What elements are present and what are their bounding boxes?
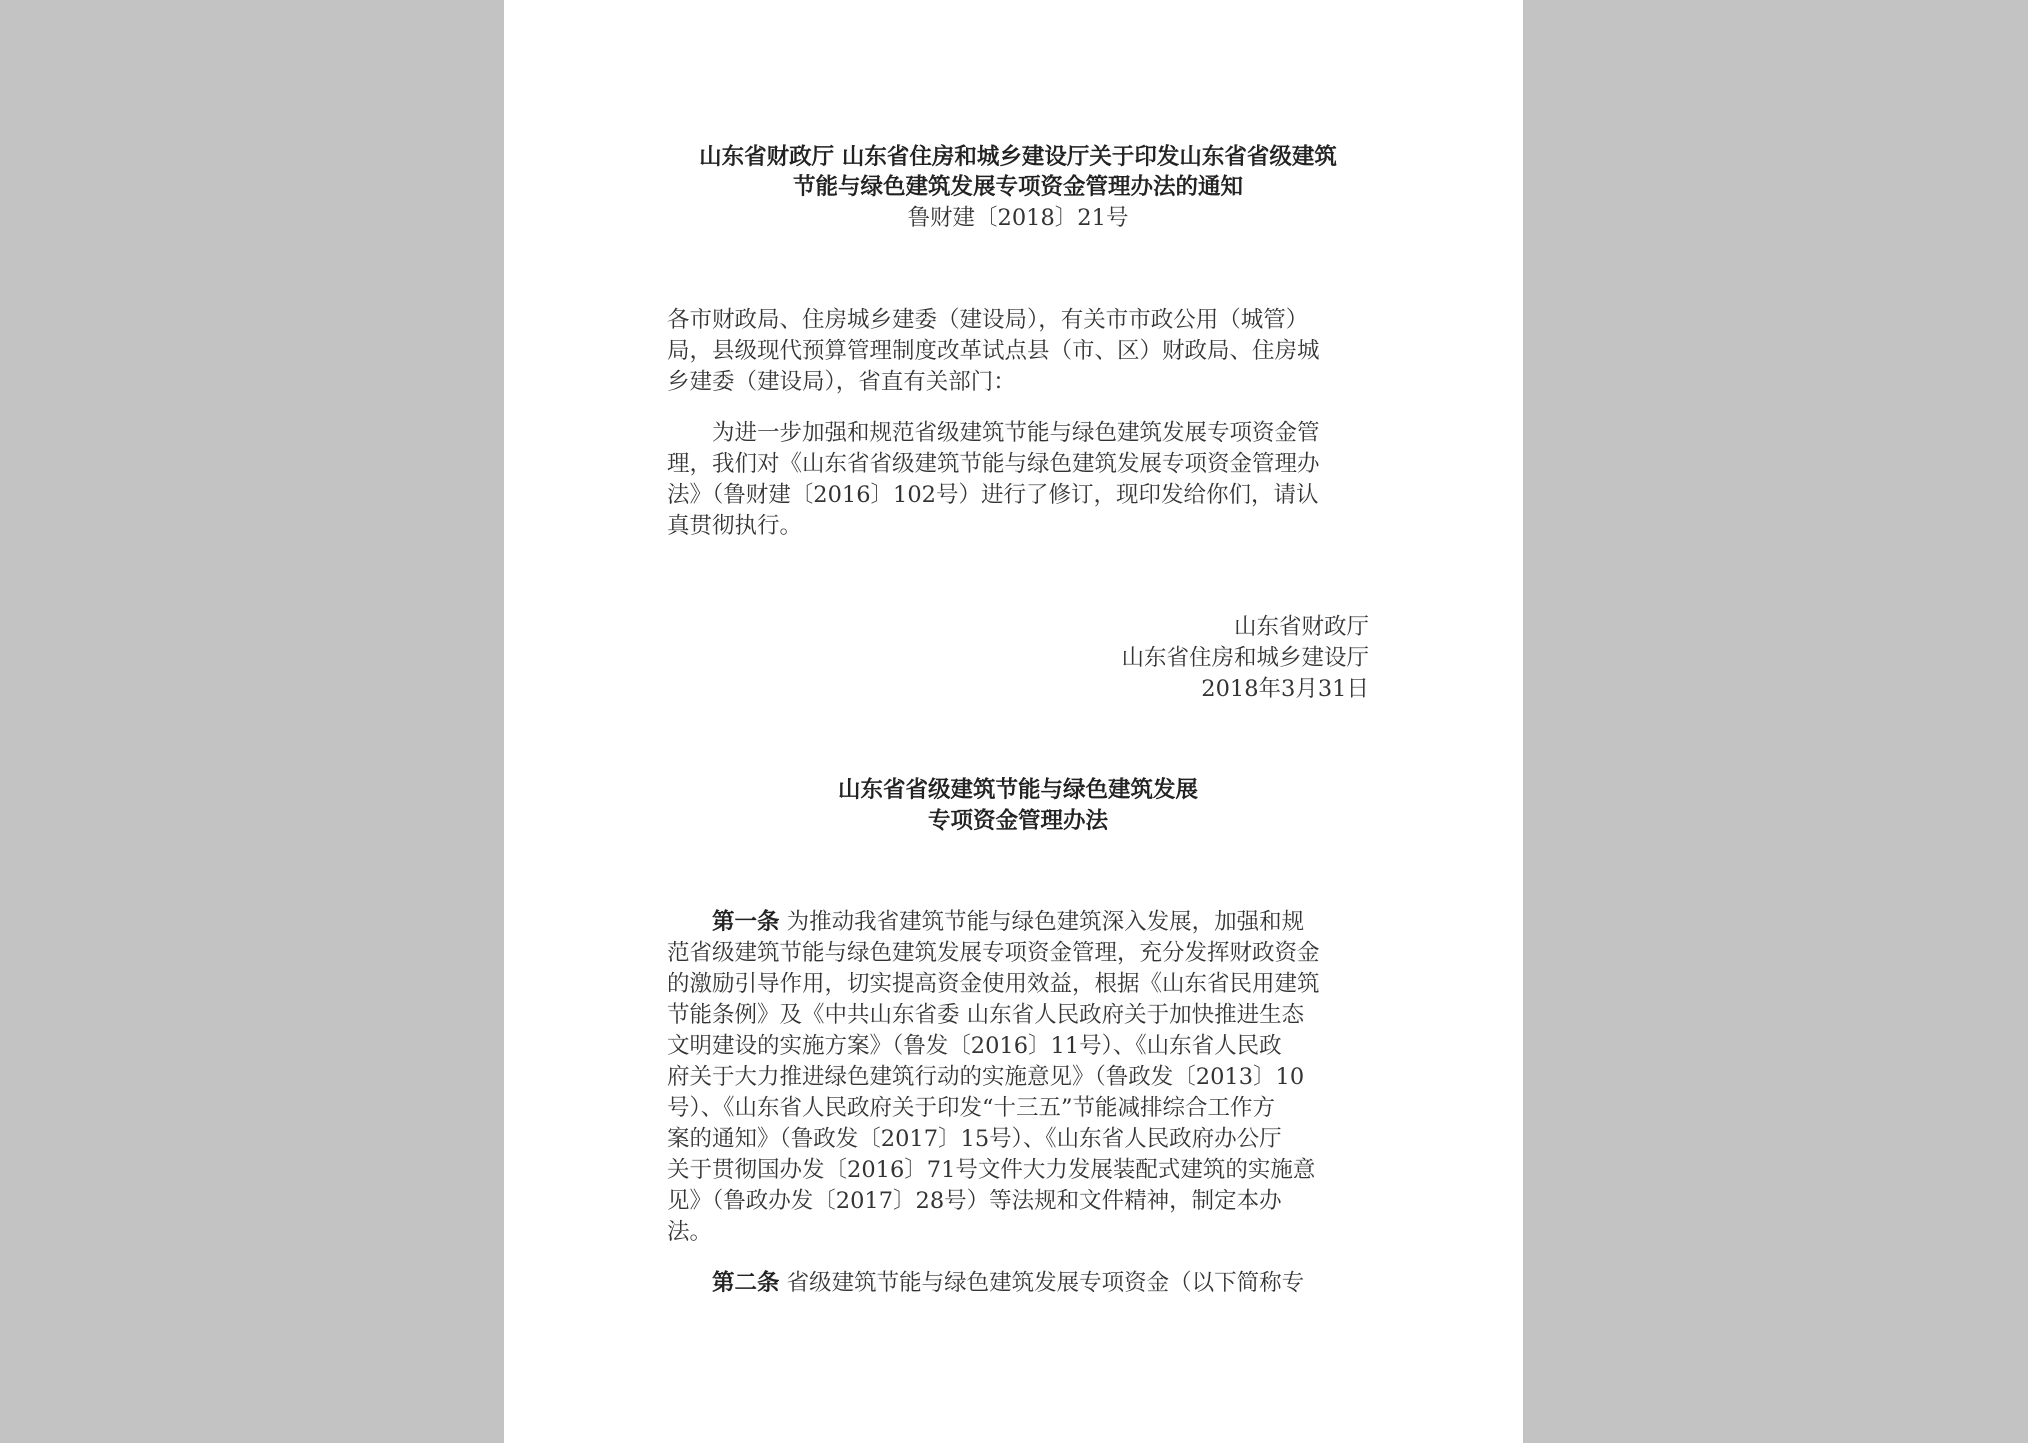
signature-date: 2018年3月31日 [1201,676,1369,702]
article-1-line: 关于贯彻国办发〔2016〕71号文件大力发展装配式建筑的实施意 [667,1157,1316,1183]
article-1-first-line [667,907,1304,938]
notice-body-line-3: 法》（鲁财建〔2016〕102号）进行了修订，现印发给你们，请认 [667,482,1319,508]
article-1-line: 节能条例》及《中共山东省委 山东省人民政府关于加快推进生态 [667,1002,1305,1028]
document-page [504,0,1523,1443]
notice-body-line-4: 真贯彻执行。 [667,513,803,539]
article-1-first-text: 为推动我省建筑节能与绿色建筑深入发展，加强和规 [779,909,1305,935]
article-1-label: 第一条 [712,909,780,935]
article-2-first-line [667,1268,1304,1299]
article-1-line: 号）、《山东省人民政府关于印发“十三五”节能减排综合工作方 [667,1095,1276,1121]
article-1-line: 案的通知》（鲁政发〔2017〕15号）、《山东省人民政府办公厅 [667,1126,1282,1152]
article-2-first-text: 省级建筑节能与绿色建筑发展专项资金（以下简称专 [779,1270,1305,1296]
recipients-line-3: 乡建委（建设局），省直有关部门： [667,369,1016,395]
measures-title-line-1: 山东省省级建筑节能与绿色建筑发展 [837,777,1198,803]
signature-dept-1: 山东省财政厅 [1233,614,1369,640]
article-1-line: 的激励引导作用，切实提高资金使用效益，根据《山东省民用建筑 [667,971,1320,997]
document-content [667,0,1369,1443]
doc-number: 鲁财建〔2018〕21号 [907,205,1129,231]
signature-dept-2: 山东省住房和城乡建设厅 [1121,645,1369,671]
article-1-line: 范省级建筑节能与绿色建筑发展专项资金管理，充分发挥财政资金 [667,940,1320,966]
recipients-line-2: 局，县级现代预算管理制度改革试点县（市、区）财政局、住房城 [667,338,1320,364]
notice-body-line-2: 理，我们对《山东省省级建筑节能与绿色建筑发展专项资金管理办 [667,451,1320,477]
article-1-line: 府关于大力推进绿色建筑行动的实施意见》（鲁政发〔2013〕10 [667,1064,1305,1090]
notice-title-line-2: 节能与绿色建筑发展专项资金管理办法的通知 [792,174,1243,200]
article-1-line: 见》（鲁政办发〔2017〕28号）等法规和文件精神，制定本办 [667,1188,1282,1214]
notice-body-line-1: 为进一步加强和规范省级建筑节能与绿色建筑发展专项资金管 [667,420,1320,446]
article-2-label: 第二条 [712,1270,780,1296]
measures-title-line-2: 专项资金管理办法 [927,808,1108,834]
article-1-line: 文明建设的实施方案》（鲁发〔2016〕11号）、《山东省人民政 [667,1033,1282,1059]
notice-title-line-1: 山东省财政厅 山东省住房和城乡建设厅关于印发山东省省级建筑 [699,144,1337,170]
recipients-line-1: 各市财政局、住房城乡建委（建设局），有关市市政公用（城管） [667,307,1309,333]
article-1-line: 法。 [667,1219,713,1245]
